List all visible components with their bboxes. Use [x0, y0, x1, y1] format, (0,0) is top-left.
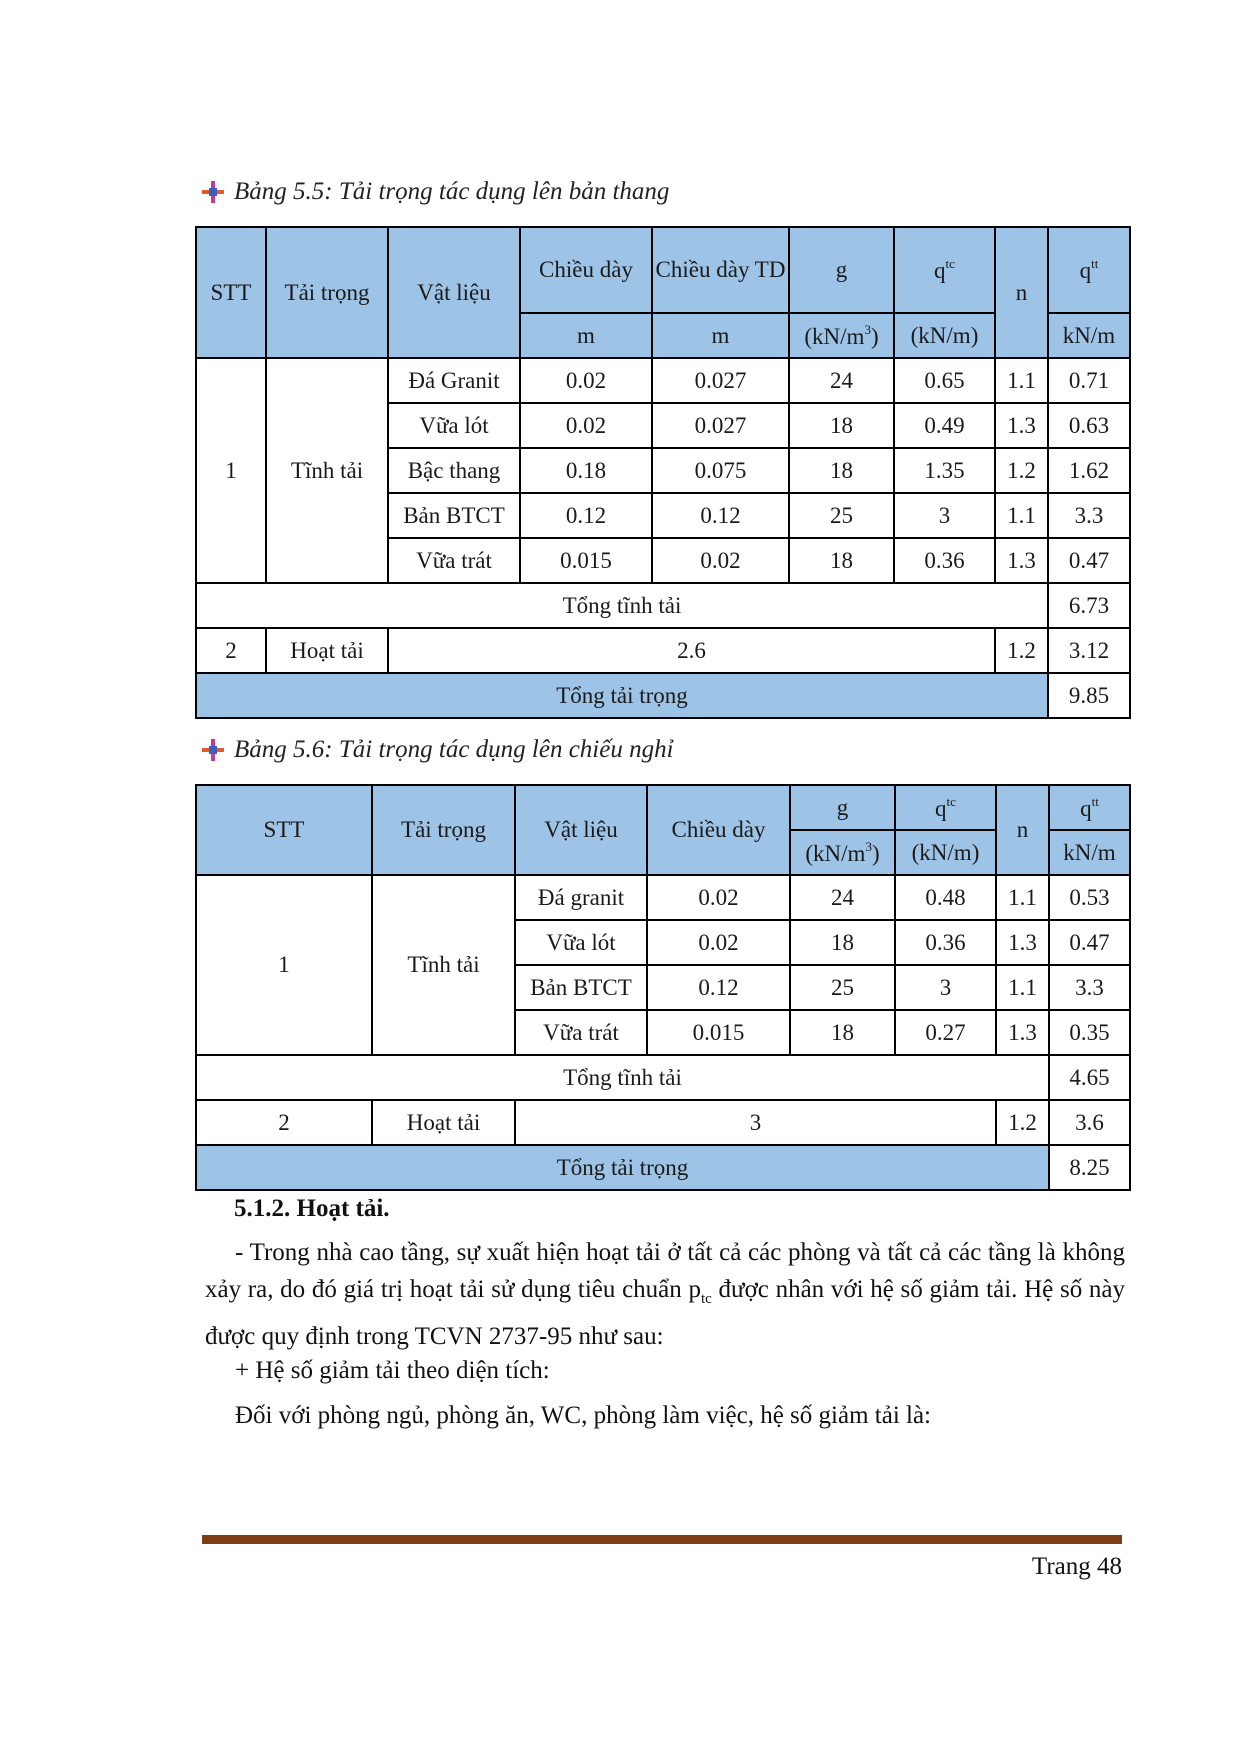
cell-n: 1.1 — [996, 965, 1049, 1010]
cell-g: 25 — [789, 493, 894, 538]
header-qtc: $q^{tc}$ — [894, 227, 995, 313]
cell-qtc: 3 — [895, 965, 996, 1010]
header-tai-trong: Tải trọng — [266, 227, 388, 358]
cell-g: 25 — [790, 965, 895, 1010]
cell-material: Đá Granit — [388, 358, 520, 403]
cell-thickness: 0.015 — [520, 538, 652, 583]
unit-qtc: (kN/m) — [895, 830, 996, 875]
group-stt: 1 — [196, 358, 266, 583]
table-5-6 — [195, 784, 1131, 1191]
paragraph-live-load: - Trong nhà cao tầng, sự xuất hiện hoạt tải ở tất cả các phòng và tất cả các tầng là không xảy ra, do đó giá trị hoạt tải sử dụng tiêu chuẩn $p_{tc}$ được nhân với hệ số giảm tải. Hệ số này được quy định trong TCVN 2737-95 như sau: — [205, 1239, 1126, 1350]
cell-material: Vữa trát — [388, 538, 520, 583]
cell-qtt: 3.3 — [1049, 965, 1130, 1010]
unit-qtt: kN/m — [1049, 830, 1130, 875]
live-qtt: 3.6 — [1049, 1100, 1130, 1145]
unit-chieu-day: m — [520, 313, 652, 358]
header-n: n — [995, 227, 1048, 358]
cell-n: 1.1 — [995, 493, 1048, 538]
cell-thickness: 0.12 — [520, 493, 652, 538]
cell-qtt: 1.62 — [1048, 448, 1130, 493]
cell-material: Bản BTCT — [515, 965, 647, 1010]
header-g: g — [790, 785, 895, 830]
cell-n: 1.3 — [995, 403, 1048, 448]
cell-td: 0.075 — [652, 448, 789, 493]
cell-material: Bậc thang — [388, 448, 520, 493]
table-row — [196, 358, 1130, 403]
header-stt: STT — [196, 785, 372, 875]
cell-g: 18 — [790, 920, 895, 965]
table-5-5 — [195, 226, 1131, 719]
cell-td: 0.02 — [652, 538, 789, 583]
cell-g: 24 — [789, 358, 894, 403]
header-stt: STT — [196, 227, 266, 358]
group-name: Tĩnh tải — [266, 358, 388, 583]
cell-n: 1.1 — [996, 875, 1049, 920]
cell-td: 0.12 — [652, 493, 789, 538]
total-value: 9.85 — [1048, 673, 1130, 718]
cell-qtc: 0.36 — [894, 538, 995, 583]
live-load-row — [196, 1100, 1130, 1145]
total-row — [196, 673, 1130, 718]
cell-td: 0.027 — [652, 358, 789, 403]
page-number: Trang 48 — [1031, 1553, 1122, 1580]
paragraph-rooms: Đối với phòng ngủ, phòng ăn, WC, phòng làm việc, hệ số giảm tải là: — [235, 1402, 931, 1429]
cell-g: 24 — [790, 875, 895, 920]
cell-material: Bản BTCT — [388, 493, 520, 538]
header-qtt: $q^{tt}$ — [1049, 785, 1130, 830]
caption-text: Bảng 5.6: Tải trọng tác dụng lên chiếu nghỉ — [234, 736, 674, 763]
cell-qtc: 0.48 — [895, 875, 996, 920]
cell-qtc: 1.35 — [894, 448, 995, 493]
live-stt: 2 — [196, 628, 266, 673]
live-value: 2.6 — [388, 628, 995, 673]
cell-material: Vữa lót — [388, 403, 520, 448]
subtotal-value: 4.65 — [1049, 1055, 1130, 1100]
cell-n: 1.3 — [996, 1010, 1049, 1055]
live-qtt: 3.12 — [1048, 628, 1130, 673]
live-n: 1.2 — [996, 1100, 1049, 1145]
cell-material: Đá granit — [515, 875, 647, 920]
live-name: Hoạt tải — [266, 628, 388, 673]
bullet-icon — [202, 181, 224, 203]
subtotal-label: Tổng tĩnh tải — [196, 583, 1048, 628]
header-qtt: $q^{tt}$ — [1048, 227, 1130, 313]
cell-n: 1.3 — [995, 538, 1048, 583]
cell-material: Vữa trát — [515, 1010, 647, 1055]
subtotal-value: 6.73 — [1048, 583, 1130, 628]
subtotal-label: Tổng tĩnh tải — [196, 1055, 1049, 1100]
cell-thickness: 0.02 — [520, 403, 652, 448]
unit-g: $(kN/m^3)$ — [789, 313, 894, 358]
cell-qtc: 3 — [894, 493, 995, 538]
subtotal-row — [196, 1055, 1130, 1100]
live-value: 3 — [515, 1100, 996, 1145]
cell-n: 1.2 — [995, 448, 1048, 493]
cell-n: 1.1 — [995, 358, 1048, 403]
cell-thickness: 0.12 — [647, 965, 790, 1010]
cell-td: 0.027 — [652, 403, 789, 448]
cell-g: 18 — [789, 403, 894, 448]
cell-qtt: 0.53 — [1049, 875, 1130, 920]
cell-thickness: 0.02 — [520, 358, 652, 403]
cell-qtt: 0.47 — [1048, 538, 1130, 583]
total-label: Tổng tải trọng — [196, 1145, 1049, 1190]
live-load-row — [196, 628, 1130, 673]
cell-thickness: 0.02 — [647, 875, 790, 920]
header-chieu-day: Chiều dày — [647, 785, 790, 875]
paragraph-area-factor: + Hệ số giảm tải theo diện tích: — [235, 1357, 550, 1384]
cell-qtt: 0.35 — [1049, 1010, 1130, 1055]
header-vat-lieu: Vật liệu — [388, 227, 520, 358]
cell-qtt: 0.71 — [1048, 358, 1130, 403]
total-row — [196, 1145, 1130, 1190]
footer-rule — [202, 1535, 1122, 1544]
header-qtc: $q^{tc}$ — [895, 785, 996, 830]
header-n: n — [996, 785, 1049, 875]
cell-qtc: 0.27 — [895, 1010, 996, 1055]
header-chieu-day: Chiều dày — [520, 227, 652, 313]
unit-chieu-day-td: m — [652, 313, 789, 358]
cell-g: 18 — [790, 1010, 895, 1055]
caption-text: Bảng 5.5: Tải trọng tác dụng lên bản thang — [234, 178, 670, 205]
cell-qtt: 3.3 — [1048, 493, 1130, 538]
header-chieu-day-td: Chiều dày TD — [652, 227, 789, 313]
live-stt: 2 — [196, 1100, 372, 1145]
cell-qtc: 0.65 — [894, 358, 995, 403]
group-name: Tĩnh tải — [372, 875, 515, 1055]
cell-g: 18 — [789, 538, 894, 583]
live-name: Hoạt tải — [372, 1100, 515, 1145]
cell-material: Vữa lót — [515, 920, 647, 965]
unit-qtt: kN/m — [1048, 313, 1130, 358]
header-tai-trong: Tải trọng — [372, 785, 515, 875]
cell-qtt: 0.47 — [1049, 920, 1130, 965]
cell-qtc: 0.36 — [895, 920, 996, 965]
cell-n: 1.3 — [996, 920, 1049, 965]
cell-g: 18 — [789, 448, 894, 493]
header-g: g — [789, 227, 894, 313]
total-label: Tổng tải trọng — [196, 673, 1048, 718]
table-5-5-caption — [202, 178, 669, 206]
cell-qtt: 0.63 — [1048, 403, 1130, 448]
section-heading: 5.1.2. Hoạt tải. — [234, 1195, 390, 1222]
cell-qtc: 0.49 — [894, 403, 995, 448]
cell-thickness: 0.015 — [647, 1010, 790, 1055]
group-stt: 1 — [196, 875, 372, 1055]
unit-qtc: (kN/m) — [894, 313, 995, 358]
header-vat-lieu: Vật liệu — [515, 785, 647, 875]
bullet-icon — [202, 739, 224, 761]
live-n: 1.2 — [995, 628, 1048, 673]
cell-thickness: 0.18 — [520, 448, 652, 493]
unit-g: $(kN/m^3)$ — [790, 830, 895, 875]
table-5-6-caption — [202, 736, 674, 764]
total-value: 8.25 — [1049, 1145, 1130, 1190]
table-row — [196, 875, 1130, 920]
subtotal-row — [196, 583, 1130, 628]
cell-thickness: 0.02 — [647, 920, 790, 965]
